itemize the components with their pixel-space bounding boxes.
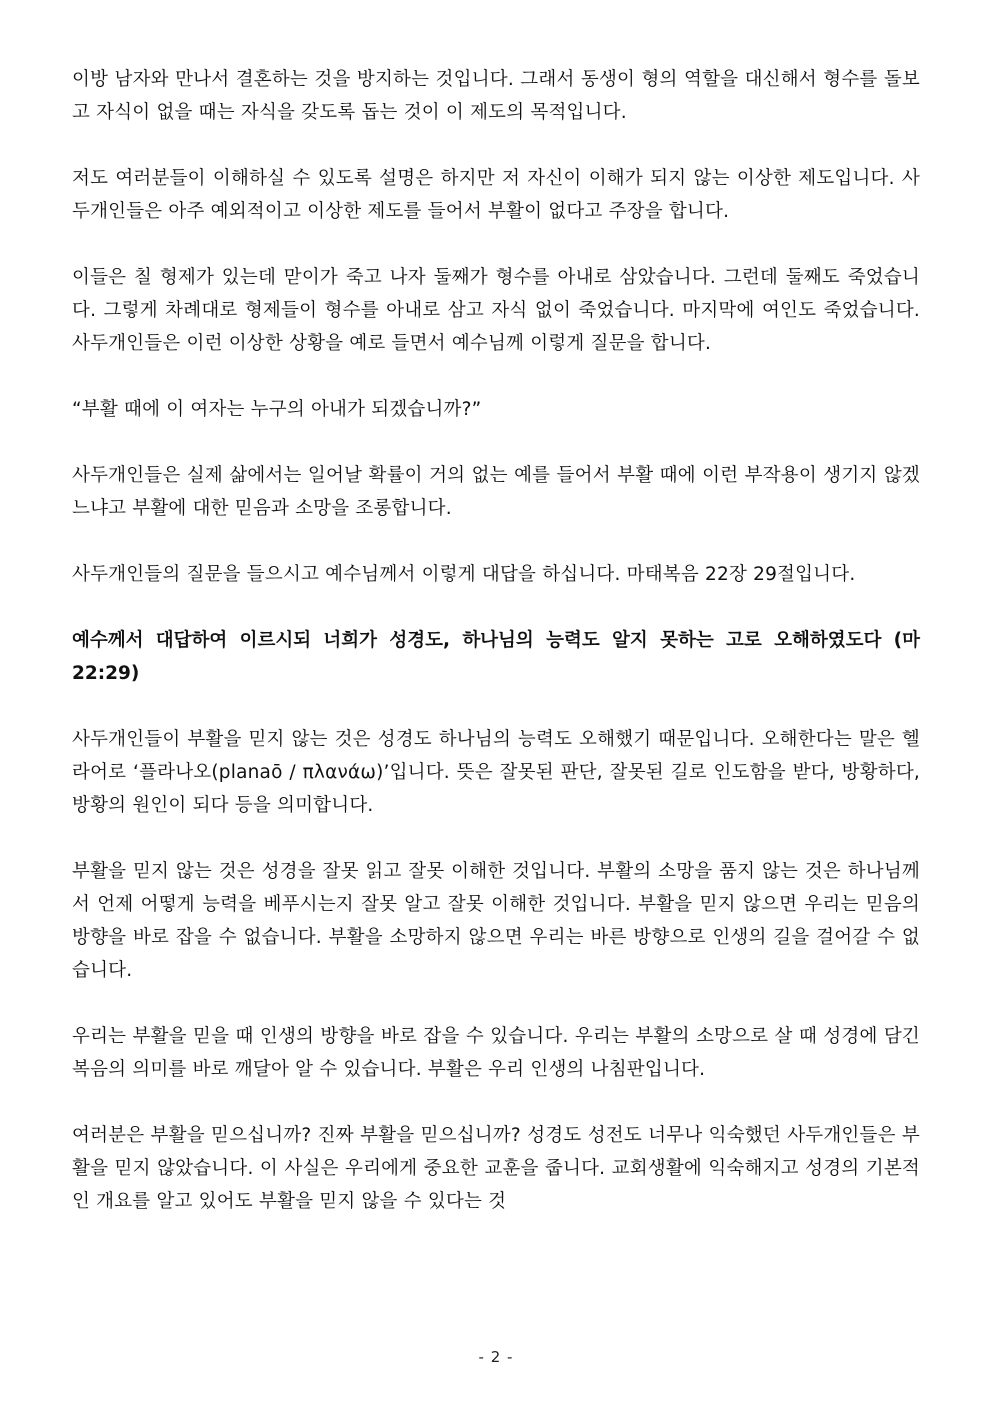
scripture-verse: 예수께서 대답하여 이르시되 너희가 성경도, 하나님의 능력도 알지 못하는 고로 오해하였도다 (마 22:29) <box>72 630 920 684</box>
page-number: - 2 - <box>478 1348 514 1366</box>
paragraph: 여러분은 부활을 믿으십니까? 진짜 부활을 믿으십니까? 성경도 성전도 너무나 익숙했던 사두개인들은 부활을 믿지 않았습니다. 이 사실은 우리에게 중요한 교훈을 줍니다. 교회생활에 익숙해지고 성경의 기본적인 개요를 알고 있어도 부활을 믿지 않을 수 있다는 것 <box>72 1125 920 1212</box>
paragraph: 우리는 부활을 믿을 때 인생의 방향을 바로 잡을 수 있습니다. 우리는 부활의 소망으로 살 때 성경에 담긴 복음의 의미를 바로 깨달아 알 수 있습니다. 부활은 우리 인생의 나침판입니다. <box>72 1026 920 1080</box>
paragraph: 사두개인들의 질문을 들으시고 예수님께서 이렇게 대답을 하십니다. 마태복음 22장 29절입니다. <box>72 564 856 585</box>
paragraph: 부활을 믿지 않는 것은 성경을 잘못 읽고 잘못 이해한 것입니다. 부활의 소망을 품지 않는 것은 하나님께서 언제 어떻게 능력을 베푸시는지 잘못 알고 잘못 이해한 것입니다. 부활을 믿지 않으면 우리는 믿음의 방향을 바로 잡을 수 없습니다. 부활을 소망하지 않으면 우리는 바른 방향으로 인생의 길을 걸어갈 수 없습니다. <box>72 861 920 981</box>
quoted-question: “부활 때에 이 여자는 누구의 아내가 되겠습니까?” <box>72 399 482 420</box>
paragraph: 이방 남자와 만나서 결혼하는 것을 방지하는 것입니다. 그래서 동생이 형의 역할을 대신해서 형수를 돌보고 자식이 없을 때는 자식을 갖도록 돕는 것이 이 제도의 목적입니다. <box>72 69 920 123</box>
paragraph: 사두개인들은 실제 삶에서는 일어날 확률이 거의 없는 예를 들어서 부활 때에 이런 부작용이 생기지 않겠느냐고 부활에 대한 믿음과 소망을 조롱합니다. <box>72 465 920 519</box>
paragraph: 이들은 칠 형제가 있는데 맏이가 죽고 나자 둘째가 형수를 아내로 삼았습니다. 그런데 둘째도 죽었습니다. 그렇게 차례대로 형제들이 형수를 아내로 삼고 자식 없이 죽었습니다. 마지막에 여인도 죽었습니다. 사두개인들은 이런 이상한 상황을 예로 들면서 예수님께 이렇게 질문을 합니다. <box>72 267 920 354</box>
paragraph: 사두개인들이 부활을 믿지 않는 것은 성경도 하나님의 능력도 오해했기 때문입니다. 오해한다는 말은 헬라어로 ‘플라나오(planaō / πλανάω)’입니다. 뜻은 잘못된 판단, 잘못된 길로 인도함을 받다, 방황하다, 방황의 원인이 되다 등을 의미합니다. <box>72 729 920 816</box>
document-body <box>72 63 920 1251</box>
paragraph: 저도 여러분들이 이해하실 수 있도록 설명은 하지만 저 자신이 이해가 되지 않는 이상한 제도입니다. 사두개인들은 아주 예외적이고 이상한 제도를 들어서 부활이 없다고 주장을 합니다. <box>72 168 920 222</box>
